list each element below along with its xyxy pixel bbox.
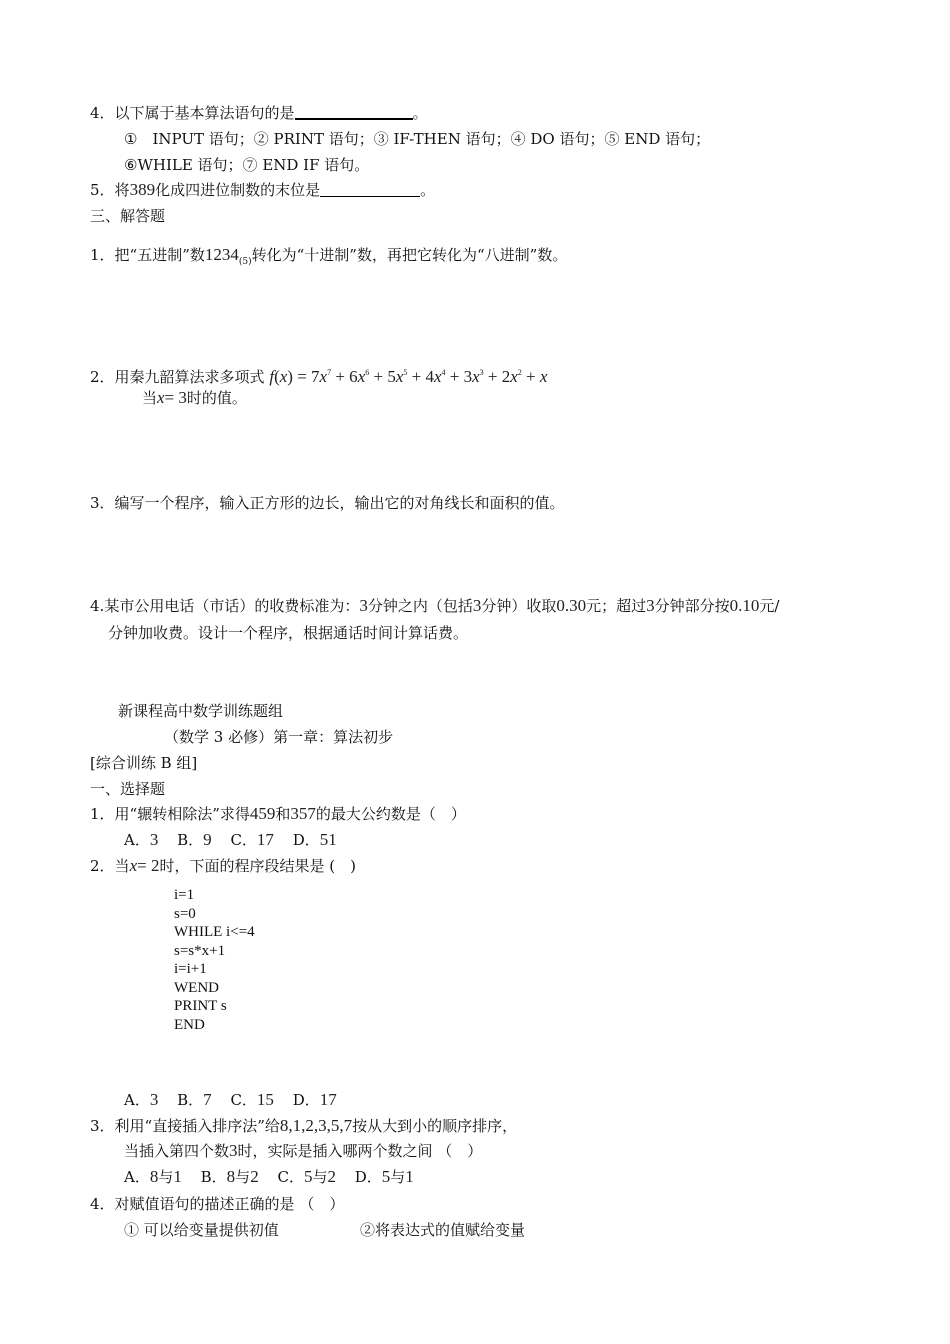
- code-line: WHILE i<=4: [174, 924, 255, 940]
- solve-question-1: 1．把“五进制”数$1234_{(5)}$转化为“十进制”数，再把它转化为“八进制”数。: [90, 245, 568, 267]
- answer-blank: [320, 180, 420, 197]
- choice-question-2-options: A．3 B．7 C．15 D．17: [124, 1090, 337, 1109]
- code-line: WEND: [174, 979, 219, 996]
- chapter-title: （数学 3 必修）第一章：算法初步: [164, 728, 394, 746]
- code-line: s=s*x+1: [174, 942, 226, 959]
- choice-question-4: 4．对赋值语句的描述正确的是 （ ）: [90, 1195, 345, 1213]
- choice-question-3-options: A．8与1 B．8与2 C．5与2 D．5与1: [124, 1167, 414, 1186]
- section-3-title: 三、解答题: [90, 207, 166, 225]
- solve-question-4-line2: 分钟加收费。设计一个程序，根据通话时间计算话费。: [108, 624, 469, 642]
- solve-question-4: 4.某市公用电话（市话）的收费标准为：3分钟之内（包括3分钟）收取0.30元；超过3分钟部分按0.10元/: [90, 596, 780, 615]
- solve-question-2: 2．用秦九韶算法求多项式 $f(x) = 7x^7 + 6x^6 + 5x^5 + 4x^4 + 3x^3 + 2x^2 + x$: [90, 367, 548, 386]
- question-4-options-line2: ⑥WHILE 语句；⑦ END IF 语句。: [124, 156, 370, 174]
- question-4-options-line1: ① INPUT 语句；② PRINT 语句；③ IF-THEN 语句；④ DO 语句；⑤ END 语句；: [124, 130, 711, 148]
- polynomial-formula: $f(x) = 7x^7 + 6x^6 + 5x^5 + 4x^4 + 3x^3 + 2x^2 + x$: [269, 367, 548, 386]
- code-line: PRINT s: [174, 998, 227, 1014]
- code-line: END: [174, 1016, 205, 1033]
- choice-question-4-option-2: ②将表达式的值赋给变量: [360, 1221, 526, 1239]
- choice-question-1: 1．用“辗转相除法”求得459和357的最大公约数是（ ）: [90, 804, 466, 823]
- question-4-stem: 4．以下属于基本算法语句的是 。: [90, 104, 428, 122]
- answer-blank: [295, 102, 413, 120]
- choice-question-3: 3．利用“直接插入排序法”给8,1,2,3,5,7按从大到小的顺序排序，: [90, 1116, 518, 1135]
- code-line: s=0: [174, 905, 196, 922]
- code-line: i=i+1: [174, 961, 207, 977]
- group-title: [综合训练 B 组]: [90, 754, 198, 772]
- series-title: 新课程高中数学训练题组: [118, 702, 284, 720]
- solve-question-3: 3．编写一个程序，输入正方形的边长，输出它的对角线长和面积的值。: [90, 494, 565, 512]
- code-line: i=1: [174, 887, 195, 903]
- choice-question-1-options: A．3 B．9 C．17 D．51: [124, 830, 337, 849]
- question-5-stem: 5．将389化成四进位制数的末位是 。: [90, 180, 436, 199]
- choice-question-3-line2: 当插入第四个数3时，实际是插入哪两个数之间 （ ）: [124, 1141, 483, 1160]
- choice-question-4-option-1: ① 可以给变量提供初值: [124, 1221, 279, 1239]
- choice-question-2: 2．当x= 2时，下面的程序段结果是 ( ): [90, 856, 356, 875]
- solve-question-2-line2: 当x= 3时的值。: [142, 388, 247, 407]
- section-1-title: 一、选择题: [90, 780, 166, 798]
- program-code-block: [174, 886, 255, 1034]
